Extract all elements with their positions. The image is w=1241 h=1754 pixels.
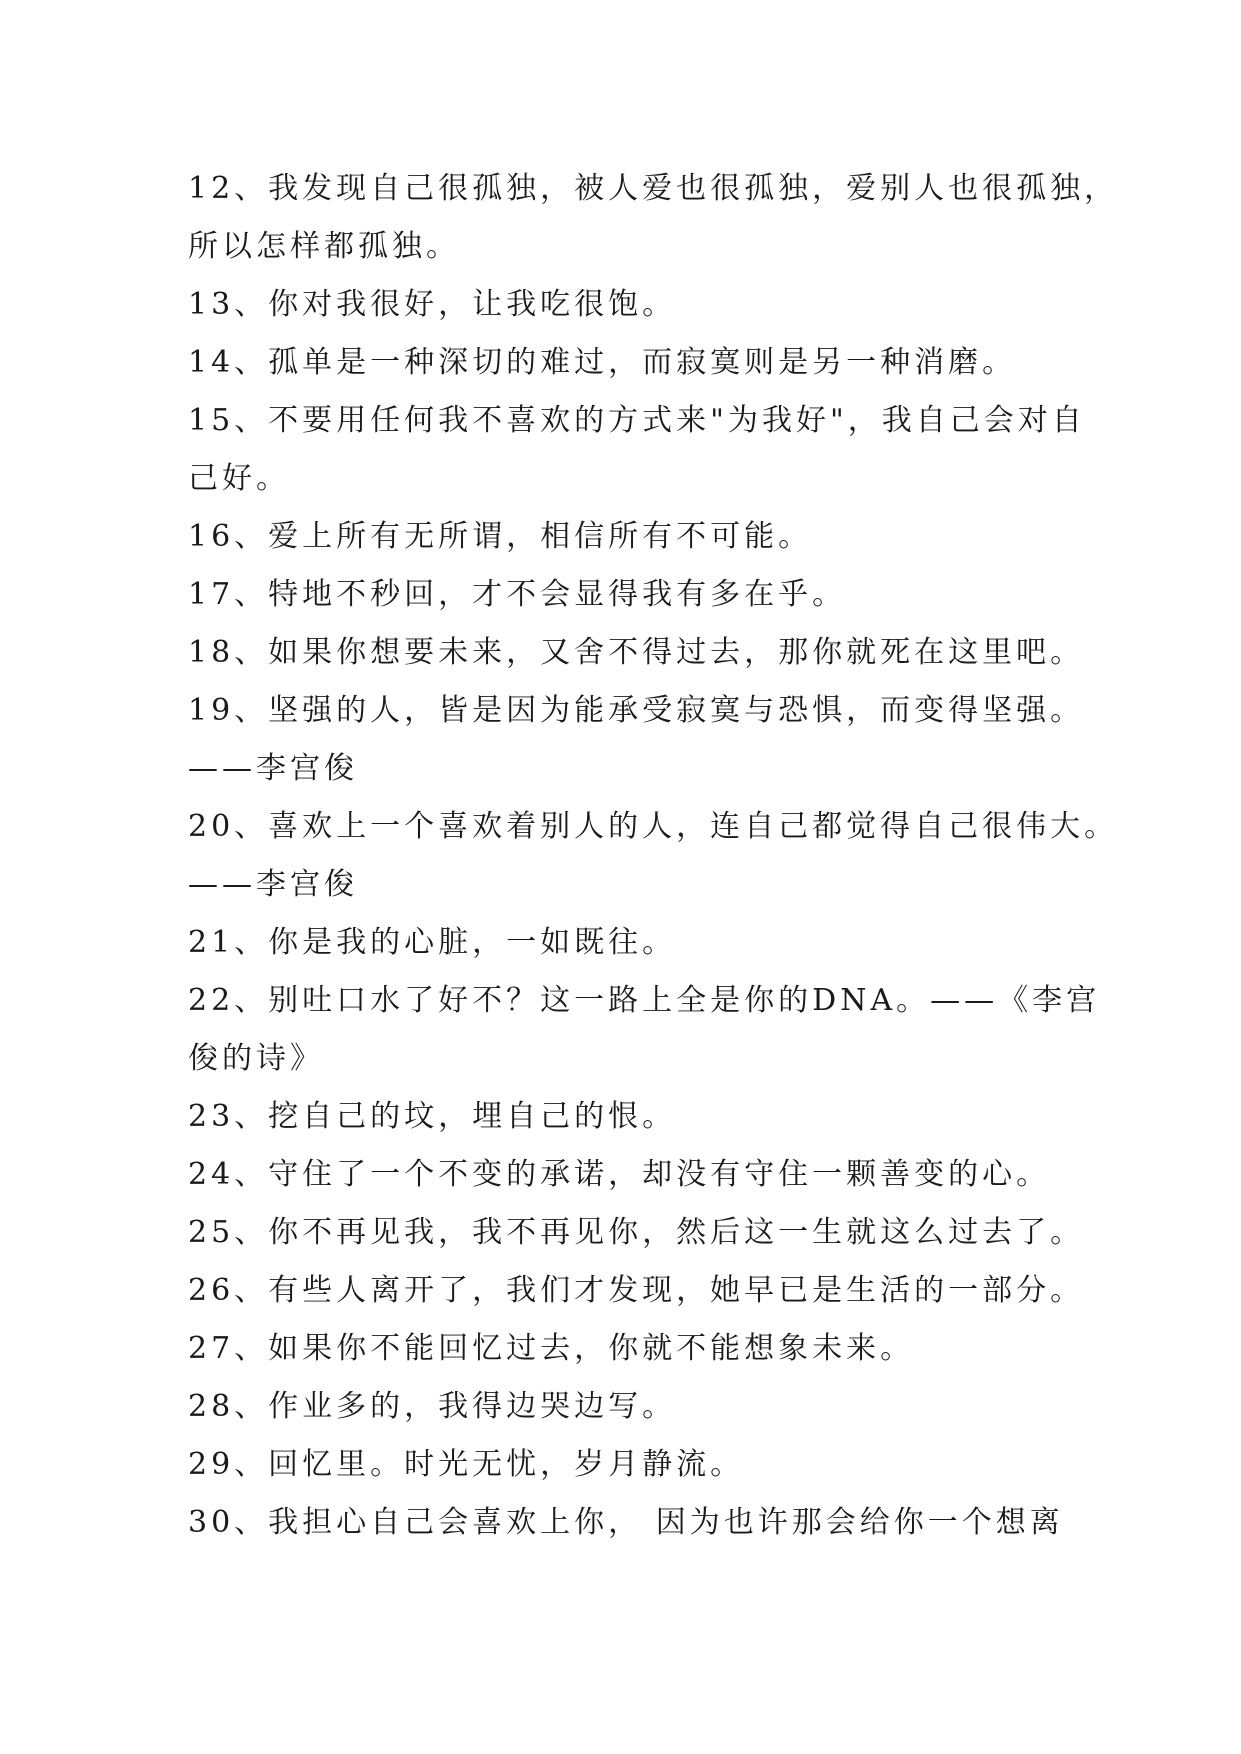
text-line: 26、有些人离开了，我们才发现，她早已是生活的一部分。 [188,1273,1085,1308]
text-line: 24、守住了一个不变的承诺，却没有守住一颗善变的心。 [188,1157,1051,1192]
text-line: 俊的诗》 [188,1041,324,1076]
text-line: 18、如果你想要未来，又舍不得过去，那你就死在这里吧。 [188,635,1085,670]
text-line: 19、坚强的人，皆是因为能承受寂寞与恐惧，而变得坚强。 [188,693,1085,728]
text-line: 17、特地不秒回，才不会显得我有多在乎。 [188,577,847,612]
text-line: 25、你不再见我，我不再见你，然后这一生就这么过去了。 [188,1215,1085,1250]
text-line: 28、作业多的，我得边哭边写。 [188,1389,677,1424]
text-line: 14、孤单是一种深切的难过，而寂寞则是另一种消磨。 [188,345,1017,380]
text-line: ——李宫俊 [188,867,358,902]
text-line: 所以怎样都孤独。 [188,229,460,264]
document-body [188,160,1119,1552]
text-line: 己好。 [188,461,290,496]
text-line: 23、挖自己的坟，埋自己的恨。 [188,1099,677,1134]
text-line: 15、不要用任何我不喜欢的方式来"为我好"，我自己会对自 [188,403,1086,438]
text-line: 30、我担心自己会喜欢上你， 因为也许那会给你一个想离 [188,1505,1064,1540]
text-line: 20、喜欢上一个喜欢着别人的人，连自己都觉得自己很伟大。 [188,809,1119,844]
text-line: 29、回忆里。时光无忧，岁月静流。 [188,1447,745,1482]
text-line: 16、爱上所有无所谓，相信所有不可能。 [188,519,813,554]
text-line: 22、别吐口水了好不？这一路上全是你的DNA。——《李宫 [188,983,1101,1018]
text-line: 27、如果你不能回忆过去，你就不能想象未来。 [188,1331,915,1366]
text-line: 12、我发现自己很孤独，被人爱也很孤独，爱别人也很孤独， [188,171,1119,206]
text-line: 13、你对我很好，让我吃很饱。 [188,287,677,322]
text-line: 21、你是我的心脏，一如既往。 [188,925,677,960]
text-line: ——李宫俊 [188,751,358,786]
